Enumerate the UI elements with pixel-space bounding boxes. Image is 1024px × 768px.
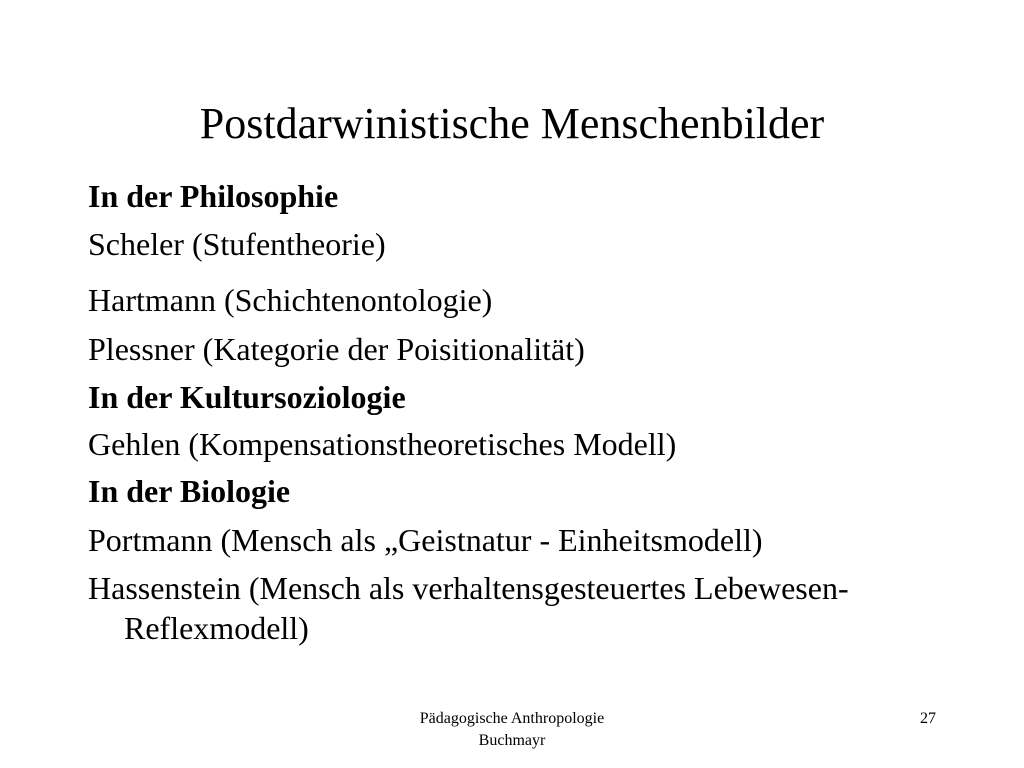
heading-philosophie: In der Philosophie <box>88 178 339 214</box>
footer-author: Buchmayr <box>478 732 546 749</box>
footer-course-title: Pädagogische Anthropologie <box>419 710 605 727</box>
item-hartmann: Hartmann (Schichtenontologie) <box>88 282 493 318</box>
heading-kultursoziologie: In der Kultursoziologie <box>88 379 406 415</box>
item-scheler: Scheler (Stufentheorie) <box>88 226 386 262</box>
page-number: 27 <box>920 710 936 727</box>
item-hassenstein: Hassenstein (Mensch als verhaltensgesteuertes Lebewesen- Reflexmodell) <box>88 570 849 646</box>
slide-title: Postdarwinistische Menschenbilder <box>199 99 825 148</box>
item-portmann: Portmann (Mensch als „Geistnatur - Einheitsmodell) <box>88 522 763 558</box>
footer <box>0 708 1024 752</box>
item-gehlen: Gehlen (Kompensationstheoretisches Modell) <box>88 426 677 462</box>
item-plessner: Plessner (Kategorie der Poisitionalität) <box>88 331 585 367</box>
heading-biologie: In der Biologie <box>88 473 291 509</box>
